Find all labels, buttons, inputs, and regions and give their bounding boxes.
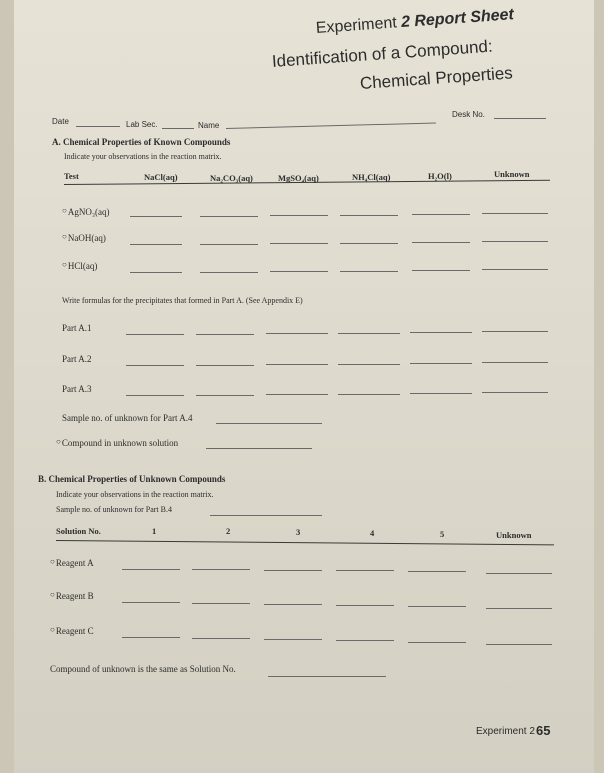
part-a1-cell-6[interactable] (482, 331, 548, 332)
sample-no-a4-field[interactable] (216, 423, 322, 424)
date-field[interactable] (76, 126, 120, 127)
cell-reagent-c-5[interactable] (408, 642, 466, 643)
circle-marker-icon: ○ (50, 590, 55, 599)
col-header-test: Test (64, 171, 79, 181)
title-suffix: Report Sheet (413, 6, 515, 31)
cell-hcl-h2o[interactable] (412, 270, 470, 271)
cell-hcl-mgso4[interactable] (270, 271, 328, 272)
part-a2-cell-2[interactable] (196, 365, 254, 366)
title-number: 2 (400, 13, 411, 32)
part-a2-label: Part A.2 (62, 354, 92, 364)
cell-reagent-c-unknown[interactable] (486, 644, 552, 645)
cell-reagent-a-unknown[interactable] (486, 573, 552, 574)
col-header-mgso4: MgSO₄(aq) (278, 173, 319, 183)
subtitle-line-2: Chemical Properties (359, 63, 514, 93)
cell-agno3-nacl[interactable] (130, 216, 182, 217)
cell-reagent-a-4[interactable] (336, 570, 394, 571)
cell-naoh-mgso4[interactable] (270, 243, 328, 244)
cell-reagent-a-2[interactable] (192, 569, 250, 570)
col-header-solution-4: 4 (370, 528, 375, 538)
col-header-unknown-b: Unknown (496, 530, 532, 540)
cell-reagent-c-3[interactable] (264, 639, 322, 640)
section-b-instruction: Indicate your observations in the reaction matrix. (56, 490, 214, 499)
subtitle-line-1: Identification of a Compound: (271, 36, 494, 71)
compound-unknown-field[interactable] (206, 448, 312, 449)
cell-reagent-b-unknown[interactable] (486, 608, 552, 609)
date-label: Date (52, 117, 69, 126)
cell-reagent-b-5[interactable] (408, 606, 466, 607)
part-a1-cell-1[interactable] (126, 334, 184, 335)
cell-naoh-unknown[interactable] (482, 241, 548, 242)
lab-sec-label: Lab Sec. (126, 120, 158, 129)
cell-agno3-unknown[interactable] (482, 213, 548, 214)
part-a3-cell-4[interactable] (338, 394, 400, 395)
col-header-solution-1: 1 (152, 526, 157, 536)
part-a2-cell-6[interactable] (482, 362, 548, 363)
cell-agno3-nh4cl[interactable] (340, 215, 398, 216)
col-header-solution-no: Solution No. (56, 526, 101, 536)
row-naoh (62, 232, 106, 243)
part-a2-cell-5[interactable] (410, 363, 472, 364)
col-header-nh4cl: NH₄Cl(aq) (352, 172, 391, 182)
cell-naoh-nh4cl[interactable] (340, 243, 398, 244)
sample-no-b4-label: Sample no. of unknown for Part B.4 (56, 505, 172, 514)
col-header-unknown: Unknown (494, 169, 530, 179)
cell-agno3-mgso4[interactable] (270, 215, 328, 216)
footer-label: Experiment 2 (476, 726, 535, 737)
circle-marker-icon: ○ (62, 232, 67, 241)
part-a1-cell-5[interactable] (410, 332, 472, 333)
cell-hcl-nacl[interactable] (130, 272, 182, 273)
col-header-solution-2: 2 (226, 526, 231, 536)
name-label: Name (198, 121, 220, 130)
cell-reagent-c-2[interactable] (192, 638, 250, 639)
cell-naoh-h2o[interactable] (412, 242, 470, 243)
row-reagent-c (50, 625, 94, 636)
part-a1-label: Part A.1 (62, 323, 92, 333)
desk-no-label: Desk No. (452, 110, 485, 119)
cell-naoh-nacl[interactable] (130, 244, 182, 245)
cell-naoh-na2co3[interactable] (200, 244, 258, 245)
section-a-heading: A. Chemical Properties of Known Compounds (52, 137, 231, 147)
cell-reagent-c-4[interactable] (336, 640, 394, 641)
section-a-instruction: Indicate your observations in the reaction matrix. (64, 152, 222, 161)
cell-reagent-b-3[interactable] (264, 604, 322, 605)
formulas-prompt: Write formulas for the precipitates that formed in Part A. (See Appendix E) (62, 296, 303, 305)
row-label: AgNO₃(aq) (67, 207, 110, 217)
circle-marker-icon: ○ (62, 260, 67, 269)
part-a1-cell-2[interactable] (196, 334, 254, 335)
cell-agno3-h2o[interactable] (412, 214, 470, 215)
row-label: NaOH(aq) (67, 233, 106, 243)
compound-unknown-label: Compound in unknown solution (61, 438, 179, 448)
conclusion-field[interactable] (268, 676, 386, 677)
part-a2-cell-1[interactable] (126, 365, 184, 366)
cell-hcl-nh4cl[interactable] (340, 271, 398, 272)
cell-hcl-na2co3[interactable] (200, 272, 258, 273)
row-label: HCl(aq) (67, 261, 98, 271)
circle-marker-icon: ○ (56, 437, 61, 446)
cell-reagent-a-5[interactable] (408, 571, 466, 572)
cell-reagent-b-1[interactable] (122, 602, 180, 603)
part-a3-cell-1[interactable] (126, 395, 184, 396)
part-a3-label: Part A.3 (62, 384, 92, 394)
desk-no-field[interactable] (494, 118, 546, 119)
part-a3-cell-5[interactable] (410, 393, 472, 394)
part-a2-cell-3[interactable] (266, 364, 328, 365)
row-label: Reagent C (55, 626, 94, 636)
compound-unknown (56, 437, 178, 448)
col-header-solution-3: 3 (296, 527, 301, 537)
col-header-h2o: H₂O(l) (428, 171, 452, 181)
title-prefix: Experiment (315, 14, 398, 37)
part-a1-cell-4[interactable] (338, 333, 400, 334)
col-header-solution-5: 5 (440, 529, 445, 539)
cell-reagent-b-4[interactable] (336, 605, 394, 606)
cell-reagent-a-1[interactable] (122, 569, 180, 570)
row-label: Reagent B (55, 591, 94, 601)
sample-no-a4-label: Sample no. of unknown for Part A.4 (62, 413, 193, 423)
circle-marker-icon: ○ (50, 557, 55, 566)
part-a2-cell-4[interactable] (338, 364, 400, 365)
part-a3-cell-2[interactable] (196, 395, 254, 396)
page-number: 65 (536, 723, 551, 738)
report-sheet-page (14, 0, 594, 773)
section-b-heading: B. Chemical Properties of Unknown Compounds (38, 474, 226, 484)
row-reagent-a (50, 557, 94, 568)
circle-marker-icon: ○ (50, 625, 55, 634)
sample-no-b4-field[interactable] (210, 515, 322, 516)
part-a3-cell-3[interactable] (266, 394, 328, 395)
cell-agno3-na2co3[interactable] (200, 216, 258, 217)
cell-reagent-c-1[interactable] (122, 637, 180, 638)
row-hcl (62, 260, 97, 271)
lab-sec-field[interactable] (162, 128, 194, 129)
row-label: Reagent A (55, 558, 94, 568)
cell-hcl-unknown[interactable] (482, 269, 548, 270)
row-agno3 (62, 206, 109, 217)
part-a1-cell-3[interactable] (266, 333, 328, 334)
conclusion-label: Compound of unknown is the same as Solution No. (50, 664, 236, 674)
circle-marker-icon: ○ (62, 206, 67, 215)
cell-reagent-a-3[interactable] (264, 570, 322, 571)
col-header-na2co3: Na₂CO₃(aq) (210, 173, 253, 183)
row-reagent-b (50, 590, 94, 601)
col-header-nacl: NaCl(aq) (144, 172, 178, 182)
part-a3-cell-6[interactable] (482, 392, 548, 393)
cell-reagent-b-2[interactable] (192, 603, 250, 604)
